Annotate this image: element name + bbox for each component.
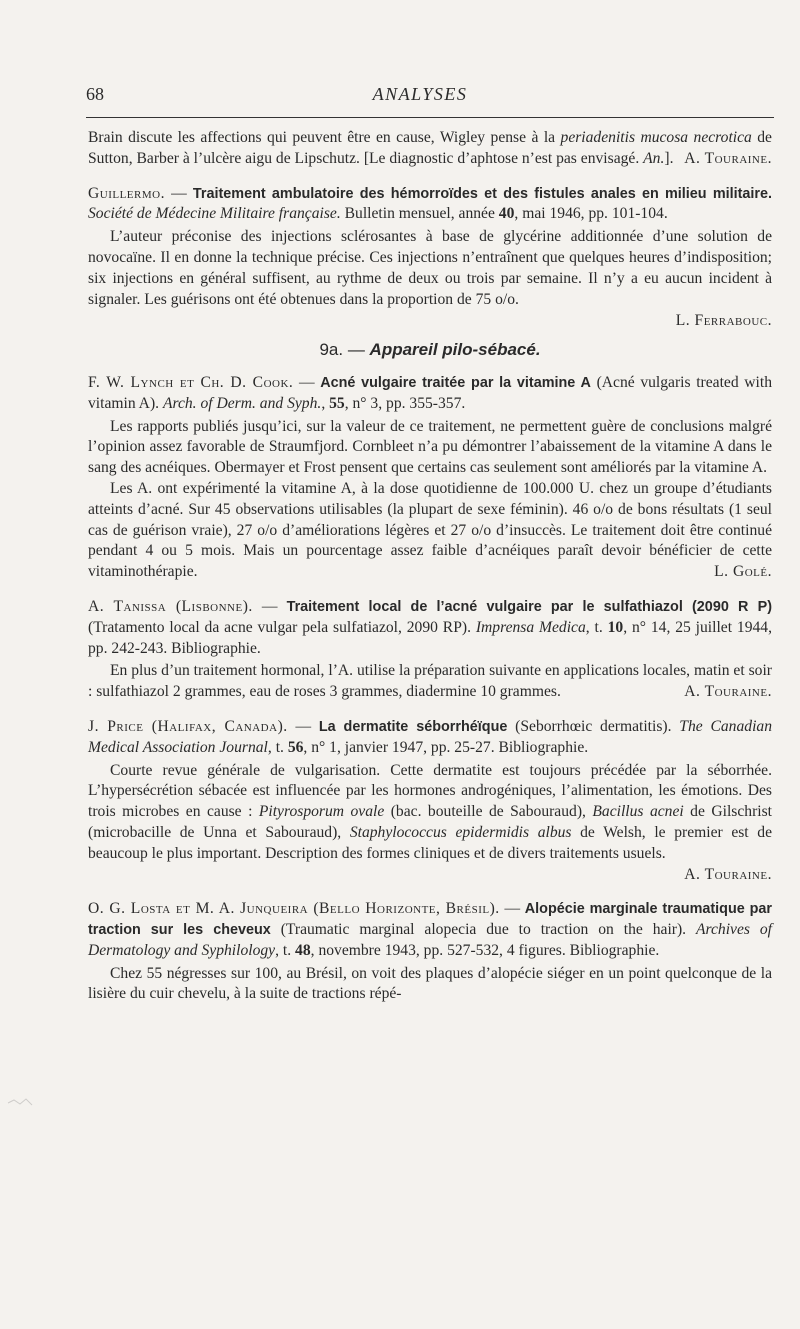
abstract: Les A. ont expérimenté la vitamine A, à la dose quotidienne de 100.000 U. chez un groupe d’étudiants atteints d’acné. Sur 45 observations utilisables (la plupart de sexe féminin). 46 o/o de bons résultats (1 seul cas de guérison vraie), 27 o/o d’améliorations légères et 27 o/o d’insuccès. Le traitement doit être continué pendant 4 ou 5 mois. Mais un pourcentage assez faible d’acnéiques paraît devoir bénéficier de cette vitaminothérapie. L. Golé. [88,479,772,583]
article-title: La dermatite séborrhéïque [318,718,508,735]
reference: O. G. Losta et M. A. Junqueira (Bello Horizonte, Brésil). — Alopécie marginale traumatique par traction sur les cheveux (Traumatic marginal alopecia due to traction on the hair). Archives of Dermatology and Syphilology, t. 48, novembre 1943, pp. 527-532, 4 figures. Bibliographie. [88,900,773,959]
article-title: Traitement local de l’acné vulgaire par le sulfathiazol (2090 R P) [286,598,772,615]
running-title: ANALYSES [372,84,468,104]
abstract: Courte revue générale de vulgarisation. Cette dermatite est toujours précédée par la séborrhée. L’hypersécrétion sébacée est influencée par les hormones androgéniques, l’alimentation, les émotions. Des trois microbes en cause : Pityrosporum ovale (bac. bouteille de Sabouraud), Bacillus acnei de Gilschrist (microbacille de Unna et Sabouraud), Staphylococcus epidermidis albus de Welsh, le premier est de beaucoup le plus important. Description des formes cliniques et de divers traitements usuels. A. Touraine. [88,761,772,865]
volume: 10 [607,618,624,636]
article-body [88,128,772,1005]
journal: Arch. of Derm. and Syph. [162,394,322,412]
reference: J. Price (Halifax, Canada). — La dermatite séborrhéïque (Seborrhœic dermatitis). The Canadian Medical Association Journal, t. 56, n° 1, janvier 1947, pp. 25-27. Bibliographie. [88,717,772,756]
journal: The Canadian Medical Association Journal [88,717,772,756]
review-entry [88,899,772,1005]
abstract: Chez 55 négresses sur 100, au Brésil, on voit des plaques d’alopécie siéger en un point quelconque de la lisière du cuir chevelu, à la suite de tractions répé- [88,964,772,1003]
page-number: 68 [86,84,104,104]
author: A. Tanissa (Lisbonne). [88,597,253,615]
signature: L. Ferrabouc. [675,312,772,330]
article-title: Alopécie marginale traumatique par traction sur les cheveux [88,901,772,939]
header-rule [86,117,774,118]
review-entry [88,597,772,703]
signature: L. Golé. [714,563,772,581]
signature: A. Touraine. [684,149,772,167]
signature: A. Touraine. [684,683,772,701]
section-heading: 9a. — Appareil pilo-sébacé. [319,340,541,360]
abstract: En plus d’un traitement hormonal, l’A. utilise la préparation suivante en applications locales, matin et soir : sulfathiazol 2 grammes, eau de roses 3 grammes, diadermine 10 grammes. A. Touraine. [88,661,772,703]
volume: 55 [329,394,345,412]
article-title: Traitement ambulatoire des hémorroïdes et des fistules anales en milieu militaire. [192,185,773,202]
volume: 40 [498,205,515,223]
journal: Société de Médecine Militaire française. [88,205,341,223]
reference: F. W. Lynch et Ch. D. Cook. — Acné vulgaire traitée par la vitamine A (Acné vulgaris treated with vitamin A). Arch. of Derm. and Syph., 55, n° 3, pp. 355-357. [88,373,772,412]
scan-speck [6,1095,34,1111]
page-header [86,84,754,110]
volume: 56 [287,738,304,756]
reference: A. Tanissa (Lisbonne). — Traitement local de l’acné vulgaire par le sulfathiazol (2090 R P) (Tratamento local da acne vulgar pela sulfatiazol, 2090 RP). Imprensa Medica, t. 10, n° 14, 25 juillet 1944, pp. 242-243. Bibliographie. [88,597,772,657]
intro-paragraph: Brain discute les affections qui peuvent être en cause, Wigley pense à la periadenitis mucosa necrotica de Sutton, Barber à l’ulcère aigu de Lipschutz. [Le diagnostic d’aphtose n’est pas envisagé. An.]. A. Touraine. [88,128,772,170]
volume: 48 [295,941,311,959]
author: Guillermo. [88,184,165,202]
signature: A. Touraine. [684,865,772,883]
review-entry [88,373,772,583]
abstract: L’auteur préconise des injections sclérosantes à base de glycérine additionnée d’une solution de novocaïne. Il en donne la technique précise. Ces injections n’entraînent que quelques heures d’indisposition; six injections en général suffisent, au rythme de deux ou trois par semaine. Il n’y a eu aucun incident à signaler. Les guérisons ont été obtenues dans la proportion de 75 o/o. [88,228,772,308]
author: J. Price (Halifax, Canada). [88,717,288,735]
article-title: Acné vulgaire traitée par la vitamine A [320,374,591,391]
journal: Imprensa Medica [475,618,586,636]
author: O. G. Losta et M. A. Junqueira (Bello Horizonte, Brésil). [88,900,500,918]
journal: Archives of Dermatology and Syphilology [88,921,773,959]
reference: Guillermo. — Traitement ambulatoire des hémorroïdes et des fistules anales en milieu militaire. Société de Médecine Militaire française. Bulletin mensuel, année 40, mai 1946, pp. 101-104. [88,184,773,223]
abstract: Les rapports publiés jusqu’ici, sur la valeur de ce traitement, ne permettent guère de conclusions malgré l’opinion assez favorable de Straumfjord. Cornbleet n’a pu démontrer l’abaissement de la vitamine A dans le sang des acnéiques. Obermayer et Frost pensent que certains cas seulement sont améliorés par la vitamine A. [88,417,772,477]
author: F. W. Lynch et Ch. D. Cook. [88,373,294,391]
review-entry [88,717,772,885]
review-entry [88,184,772,333]
